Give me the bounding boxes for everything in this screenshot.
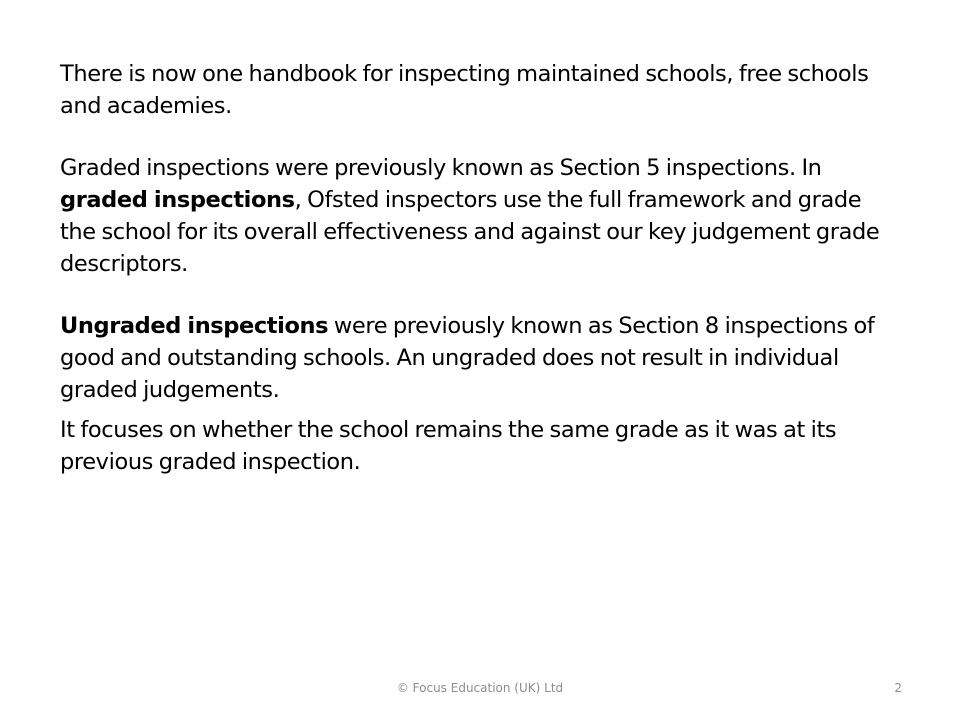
slide-number: 2 <box>894 681 902 695</box>
paragraph-graded-intro: Graded inspections were previously known as Section 5 inspections. In <box>60 155 822 181</box>
ungraded-inspections-term: Ungraded inspections <box>60 313 329 339</box>
paragraph-ungraded-rest: were previously known as Section 8 inspections of good and outstanding schools. An ungraded does not result in individual graded judgements. <box>60 313 875 403</box>
paragraph-focus-text: It focuses on whether the school remains the same grade as it was at its previous graded inspection. <box>60 417 837 475</box>
footer-copyright: © Focus Education (UK) Ltd <box>396 681 564 695</box>
paragraph-handbook-text: There is now one handbook for inspecting maintained schools, free schools and academies. <box>60 61 869 119</box>
paragraph-graded-inspections <box>60 152 900 280</box>
paragraph-graded-rest: , Ofsted inspectors use the full framework and grade the school for its overall effectiveness and against our key judgement grade descriptors. <box>60 187 880 277</box>
paragraph-focus <box>60 414 900 478</box>
paragraph-handbook <box>60 58 900 122</box>
graded-inspections-term: graded inspections <box>60 187 295 213</box>
paragraph-ungraded-inspections <box>60 310 900 406</box>
slide-body <box>60 58 900 478</box>
